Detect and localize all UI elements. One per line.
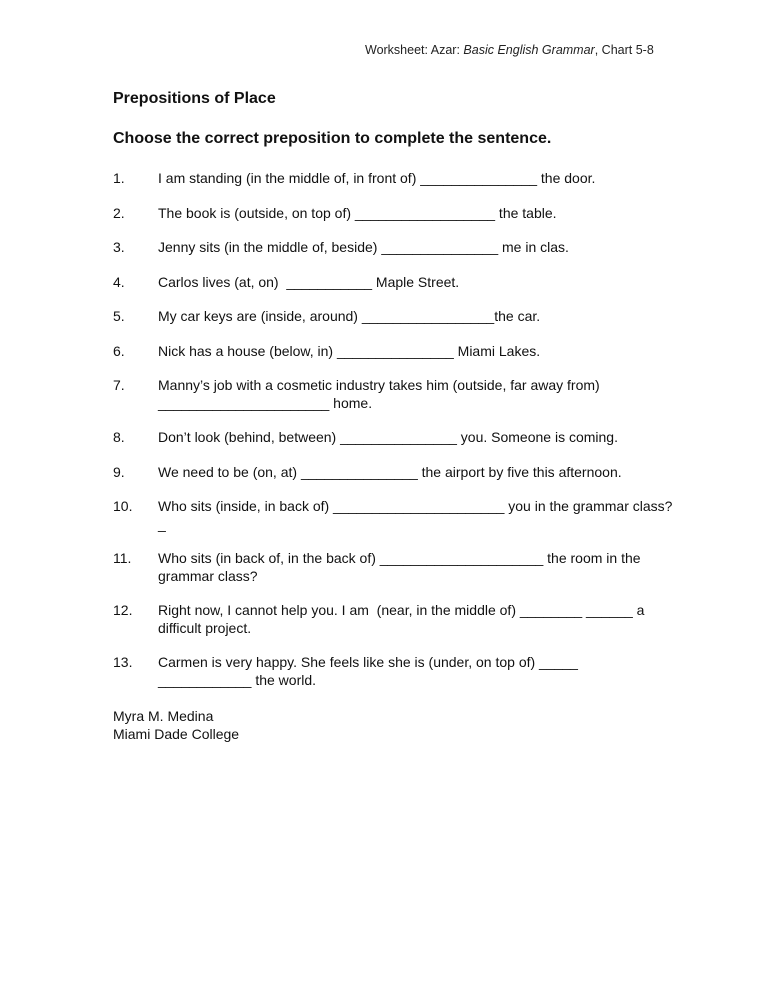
question-text: The book is (outside, on top of) __________________ the table. xyxy=(158,204,557,221)
author-signature-block xyxy=(113,708,239,743)
question-item xyxy=(113,239,673,257)
question-number: 4. xyxy=(113,273,125,290)
instructions: Choose the correct preposition to complete the sentence. xyxy=(113,130,552,147)
question-list xyxy=(113,170,673,689)
question-number: 1. xyxy=(113,170,125,186)
question-text: Who sits (inside, in back of) ______________________ you in the grammar class?_ xyxy=(158,498,673,532)
question-number: 11. xyxy=(113,550,132,566)
question-item xyxy=(113,343,673,361)
question-item xyxy=(113,308,673,326)
question-text: Right now, I cannot help you. I am (near, in the middle of) ________ ______ a difficult project. xyxy=(158,602,649,636)
question-number: 3. xyxy=(113,239,125,255)
header-suffix: , Chart 5-8 xyxy=(594,43,654,57)
question-number: 8. xyxy=(113,429,125,445)
question-item xyxy=(113,498,673,533)
question-text: Manny’s job with a cosmetic industry takes him (outside, far away from) ______________________ home. xyxy=(158,377,604,411)
question-item xyxy=(113,550,673,585)
question-number: 7. xyxy=(113,377,125,393)
question-number: 5. xyxy=(113,308,125,324)
header-prefix: Worksheet: Azar: xyxy=(365,43,464,57)
question-number: 10. xyxy=(113,498,133,514)
question-text: I am standing (in the middle of, in front of) _______________ the door. xyxy=(158,170,596,186)
question-number: 6. xyxy=(113,342,125,359)
question-number: 12. xyxy=(113,602,133,618)
question-item xyxy=(113,205,673,223)
question-text: Jenny sits (in the middle of, beside) _______________ me in clas. xyxy=(158,239,569,255)
question-text: My car keys are (inside, around) _________________the car. xyxy=(158,308,541,324)
question-item xyxy=(113,274,673,292)
question-item xyxy=(113,377,673,412)
page-title: Prepositions of Place xyxy=(113,90,276,107)
question-text: Carmen is very happy. She feels like she is (under, on top of) _____ ____________ the world. xyxy=(158,654,582,688)
question-text: We need to be (on, at) _______________ the airport by five this afternoon. xyxy=(158,463,622,480)
worksheet-header xyxy=(365,43,654,57)
question-number: 13. xyxy=(113,654,133,670)
author-name: Myra M. Medina xyxy=(113,708,214,724)
header-book-title: Basic English Grammar xyxy=(463,43,595,57)
question-item xyxy=(113,429,673,447)
question-text: Nick has a house (below, in) _______________ Miami Lakes. xyxy=(158,342,541,359)
question-item xyxy=(113,602,673,637)
question-text: Who sits (in back of, in the back of) _____________________ the room in the grammar class? xyxy=(158,550,645,584)
question-number: 9. xyxy=(113,463,125,480)
question-item xyxy=(113,654,673,689)
question-number: 2. xyxy=(113,204,125,221)
question-item xyxy=(113,464,673,482)
question-item xyxy=(113,170,673,188)
author-school: Miami Dade College xyxy=(113,725,240,742)
question-text: Don’t look (behind, between) _______________ you. Someone is coming. xyxy=(158,429,618,445)
question-text: Carlos lives (at, on) ___________ Maple Street. xyxy=(158,273,460,290)
